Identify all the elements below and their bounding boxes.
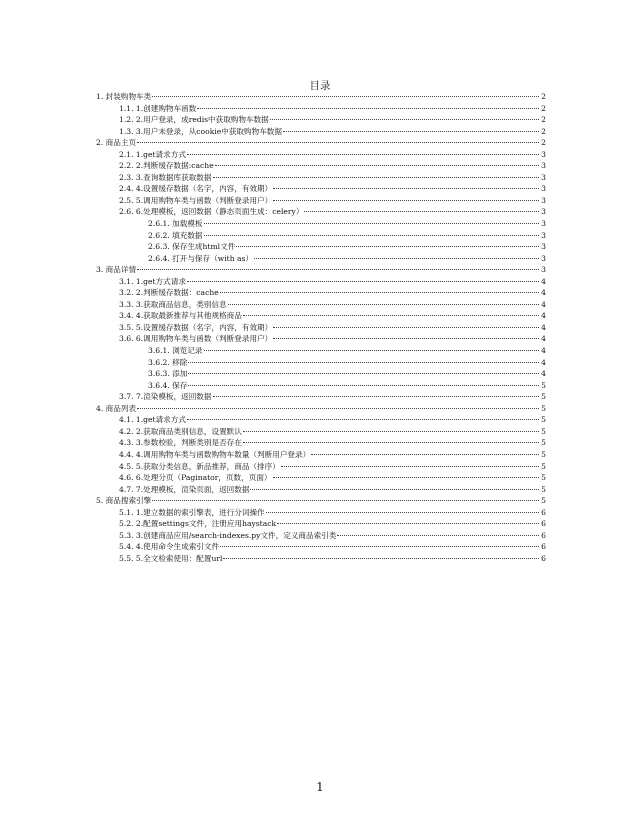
toc-entry-label: 3.6.3. 添加 xyxy=(148,369,188,379)
toc-entry-label: 3.4. 4.获取最新推荐与其他规格商品 xyxy=(119,311,242,321)
dot-leader xyxy=(273,327,539,328)
toc-entry-label: 3.6.2. 移除 xyxy=(148,357,188,367)
toc-entry-page-number: 4 xyxy=(541,299,546,309)
toc-entry-label: 2.6.4. 打开与保存（with as） xyxy=(148,253,254,263)
toc-entry[interactable] xyxy=(96,391,546,403)
dot-leader xyxy=(273,338,539,339)
toc-entry-page-number: 4 xyxy=(541,357,546,367)
toc-entry-page-number: 6 xyxy=(541,553,546,563)
toc-entry-label: 3.6. 6.调用购物车类与函数（判断登录用户） xyxy=(119,334,273,344)
toc-entry-page-number: 5 xyxy=(541,496,546,506)
toc-entry-label: 5.4. 4.使用命令生成索引文件 xyxy=(119,542,220,552)
toc-entry-label: 4.5. 5.获取分类信息，新品推荐，商品（排序） xyxy=(119,461,280,471)
dot-leader xyxy=(137,142,539,143)
dot-leader xyxy=(243,315,539,316)
dot-leader xyxy=(337,535,539,536)
dot-leader xyxy=(204,223,539,224)
toc-entry[interactable] xyxy=(96,91,546,103)
toc-entry-label: 4.2. 2.获取商品类别信息，设置默认 xyxy=(119,426,242,436)
dot-leader xyxy=(152,96,539,97)
toc-entry[interactable] xyxy=(96,437,546,449)
toc-entry[interactable] xyxy=(96,230,546,242)
dot-leader xyxy=(188,362,539,363)
toc-entry-page-number: 3 xyxy=(541,253,546,263)
toc-entry[interactable] xyxy=(96,530,546,542)
dot-leader xyxy=(188,373,539,374)
toc-entry[interactable] xyxy=(96,507,546,519)
dot-leader xyxy=(204,350,539,351)
toc-entry-label: 1.1. 1.创建购物车函数 xyxy=(119,103,197,113)
dot-leader xyxy=(137,408,539,409)
toc-entry[interactable] xyxy=(96,114,546,126)
dot-leader xyxy=(273,200,539,201)
toc-entry-page-number: 4 xyxy=(541,346,546,356)
toc-entry[interactable] xyxy=(96,149,546,161)
dot-leader xyxy=(277,523,539,524)
toc-entry-page-number: 5 xyxy=(541,438,546,448)
toc-entry-page-number: 3 xyxy=(541,161,546,171)
toc-entry-label: 3.6.4. 保存 xyxy=(148,380,188,390)
toc-entry-label: 4.4. 4.调用购物车类与函数购物车数量（判断用户登录） xyxy=(119,449,311,459)
toc-entry-label: 4. 商品列表 xyxy=(96,403,137,413)
page-number: 1 xyxy=(316,780,324,794)
toc-entry[interactable] xyxy=(96,484,546,496)
toc-entry-page-number: 2 xyxy=(541,138,546,148)
toc-entry[interactable] xyxy=(96,137,546,149)
toc-entry-label: 5. 商品搜索引擎 xyxy=(96,496,152,506)
toc-entry[interactable] xyxy=(96,518,546,530)
toc-entry[interactable] xyxy=(96,126,546,138)
toc-entry-page-number: 5 xyxy=(541,426,546,436)
dot-leader xyxy=(273,188,539,189)
toc-entry[interactable] xyxy=(96,461,546,473)
toc-entry-label: 1.3. 3.用户未登录，从cookie中获取购物车数据 xyxy=(119,126,282,136)
toc-entry-label: 2.6.1. 加载模板 xyxy=(148,219,203,229)
toc-entry[interactable] xyxy=(96,426,546,438)
toc-entry-label: 4.6. 6.处理分页（Paginator，页数，页面） xyxy=(119,473,272,483)
toc-entry-label: 2. 商品主页 xyxy=(96,138,137,148)
toc-entry-page-number: 3 xyxy=(541,172,546,182)
toc-entry[interactable] xyxy=(96,241,546,253)
toc-entry[interactable] xyxy=(96,287,546,299)
dot-leader xyxy=(266,512,539,513)
toc-entry[interactable] xyxy=(96,195,546,207)
toc-entry[interactable] xyxy=(96,276,546,288)
toc-entry[interactable] xyxy=(96,472,546,484)
toc-entry-label: 2.5. 5.调用购物车类与函数（判断登录用户） xyxy=(119,195,273,205)
dot-leader xyxy=(187,154,539,155)
dot-leader xyxy=(213,396,540,397)
dot-leader xyxy=(270,119,539,120)
toc-entry-label: 3.3. 3.获取商品信息，类别信息 xyxy=(119,299,227,309)
toc-entry-page-number: 4 xyxy=(541,322,546,332)
toc-entry-label: 3.2. 2.判断缓存数据：cache xyxy=(119,288,219,298)
toc-entry-page-number: 4 xyxy=(541,369,546,379)
toc-entry[interactable] xyxy=(96,414,546,426)
toc-entry-page-number: 6 xyxy=(541,530,546,540)
toc-entry-label: 1.2. 2.用户登录，成redis中获取购物车数据 xyxy=(119,115,269,125)
toc-entry-label: 3.6.1. 浏览记录 xyxy=(148,346,203,356)
toc-entry-label: 5.5. 5.全文检索使用：配置url xyxy=(119,553,223,563)
toc-entry[interactable] xyxy=(96,322,546,334)
toc-entry-label: 3.5. 5.设置缓存数据（名字，内容，有效期） xyxy=(119,322,273,332)
dot-leader xyxy=(152,500,539,501)
toc-entry-page-number: 5 xyxy=(541,403,546,413)
toc-entry[interactable] xyxy=(96,172,546,184)
toc-entry-page-number: 4 xyxy=(541,288,546,298)
toc-entry-label: 2.6. 6.处理模板，返回数据（静态页面生成：celery） xyxy=(119,207,304,217)
toc-entry-page-number: 5 xyxy=(541,461,546,471)
toc-entry[interactable] xyxy=(96,264,546,276)
dot-leader xyxy=(283,131,539,132)
toc-entry-label: 5.3. 3.创建商品应用/search-indexes.py文件，定义商品索引类 xyxy=(119,530,337,540)
toc-entry-page-number: 3 xyxy=(541,207,546,217)
toc-entry-page-number: 3 xyxy=(541,265,546,275)
dot-leader xyxy=(223,558,539,559)
toc-entry[interactable] xyxy=(96,218,546,230)
dot-leader xyxy=(250,489,539,490)
table-of-contents xyxy=(96,91,546,564)
toc-entry-page-number: 3 xyxy=(541,230,546,240)
toc-entry-label: 3.1. 1.get方式请求 xyxy=(119,276,186,286)
toc-entry-page-number: 3 xyxy=(541,219,546,229)
toc-entry-label: 2.6.2. 填充数据 xyxy=(148,230,203,240)
dot-leader xyxy=(304,211,539,212)
dot-leader xyxy=(281,466,539,467)
toc-entry-page-number: 6 xyxy=(541,542,546,552)
toc-entry-page-number: 5 xyxy=(541,449,546,459)
dot-leader xyxy=(236,246,539,247)
toc-entry[interactable] xyxy=(96,449,546,461)
toc-entry-label: 3. 商品详情 xyxy=(96,265,137,275)
toc-entry-label: 4.3. 3.参数校验，判断类别是否存在 xyxy=(119,438,242,448)
toc-entry-page-number: 4 xyxy=(541,311,546,321)
toc-entry-label: 2.2. 2.判断缓存数据:cache xyxy=(119,161,214,171)
toc-entry-page-number: 4 xyxy=(541,276,546,286)
toc-entry-page-number: 2 xyxy=(541,92,546,101)
toc-entry-page-number: 5 xyxy=(541,392,546,402)
toc-entry[interactable] xyxy=(96,403,546,415)
toc-entry-page-number: 5 xyxy=(541,473,546,483)
toc-entry[interactable] xyxy=(96,553,546,565)
toc-entry-label: 2.3. 3.查询数据库获取数据 xyxy=(119,172,212,182)
dot-leader xyxy=(243,431,539,432)
dot-leader xyxy=(220,292,539,293)
toc-entry[interactable] xyxy=(96,299,546,311)
toc-entry[interactable] xyxy=(96,345,546,357)
toc-entry-page-number: 6 xyxy=(541,507,546,517)
toc-entry[interactable] xyxy=(96,206,546,218)
toc-entry[interactable] xyxy=(96,310,546,322)
toc-entry-label: 2.4. 4.设置缓存数据（名字，内容，有效期） xyxy=(119,184,273,194)
dot-leader xyxy=(273,477,539,478)
toc-entry-page-number: 5 xyxy=(541,415,546,425)
toc-entry-page-number: 6 xyxy=(541,519,546,529)
toc-entry-label: 1. 封装购物车类 xyxy=(96,92,152,101)
toc-entry-label: 5.1. 1.建立数据的索引擎表，进行分词操作 xyxy=(119,507,265,517)
toc-entry-page-number: 5 xyxy=(541,380,546,390)
toc-entry[interactable] xyxy=(96,495,546,507)
toc-title: 目录 xyxy=(309,80,331,92)
toc-entry-label: 2.1. 1.get请求方式 xyxy=(119,149,186,159)
toc-entry-page-number: 4 xyxy=(541,334,546,344)
toc-entry[interactable] xyxy=(96,368,546,380)
toc-entry[interactable] xyxy=(96,357,546,369)
dot-leader xyxy=(137,269,539,270)
toc-entry-page-number: 2 xyxy=(541,103,546,113)
dot-leader xyxy=(228,304,539,305)
dot-leader xyxy=(311,454,539,455)
toc-entry[interactable] xyxy=(96,333,546,345)
dot-leader xyxy=(215,165,539,166)
toc-entry-page-number: 3 xyxy=(541,195,546,205)
toc-entry-label: 2.6.3. 保存生成html文件 xyxy=(148,242,236,252)
dot-leader xyxy=(220,546,539,547)
dot-leader xyxy=(243,442,539,443)
dot-leader xyxy=(204,235,539,236)
dot-leader xyxy=(197,108,539,109)
toc-entry-page-number: 2 xyxy=(541,115,546,125)
toc-entry[interactable] xyxy=(96,183,546,195)
toc-entry[interactable] xyxy=(96,160,546,172)
toc-entry[interactable] xyxy=(96,541,546,553)
toc-entry-page-number: 2 xyxy=(541,126,546,136)
toc-entry-page-number: 3 xyxy=(541,149,546,159)
toc-entry-page-number: 3 xyxy=(541,184,546,194)
toc-entry-label: 3.7. 7.渲染模板，返回数据 xyxy=(119,392,212,402)
toc-entry-page-number: 3 xyxy=(541,242,546,252)
dot-leader xyxy=(213,177,540,178)
toc-entry-label: 5.2. 2.配置settings文件，注册应用haystack xyxy=(119,519,277,529)
toc-entry[interactable] xyxy=(96,103,546,115)
toc-entry-page-number: 5 xyxy=(541,484,546,494)
dot-leader xyxy=(187,281,539,282)
toc-entry-label: 4.7. 7.处理模板，渲染页面，返回数据 xyxy=(119,484,250,494)
dot-leader xyxy=(188,385,539,386)
toc-entry-label: 4.1. 1.get请求方式 xyxy=(119,415,186,425)
toc-entry[interactable] xyxy=(96,253,546,265)
toc-entry[interactable] xyxy=(96,380,546,392)
dot-leader xyxy=(254,258,539,259)
dot-leader xyxy=(187,419,539,420)
